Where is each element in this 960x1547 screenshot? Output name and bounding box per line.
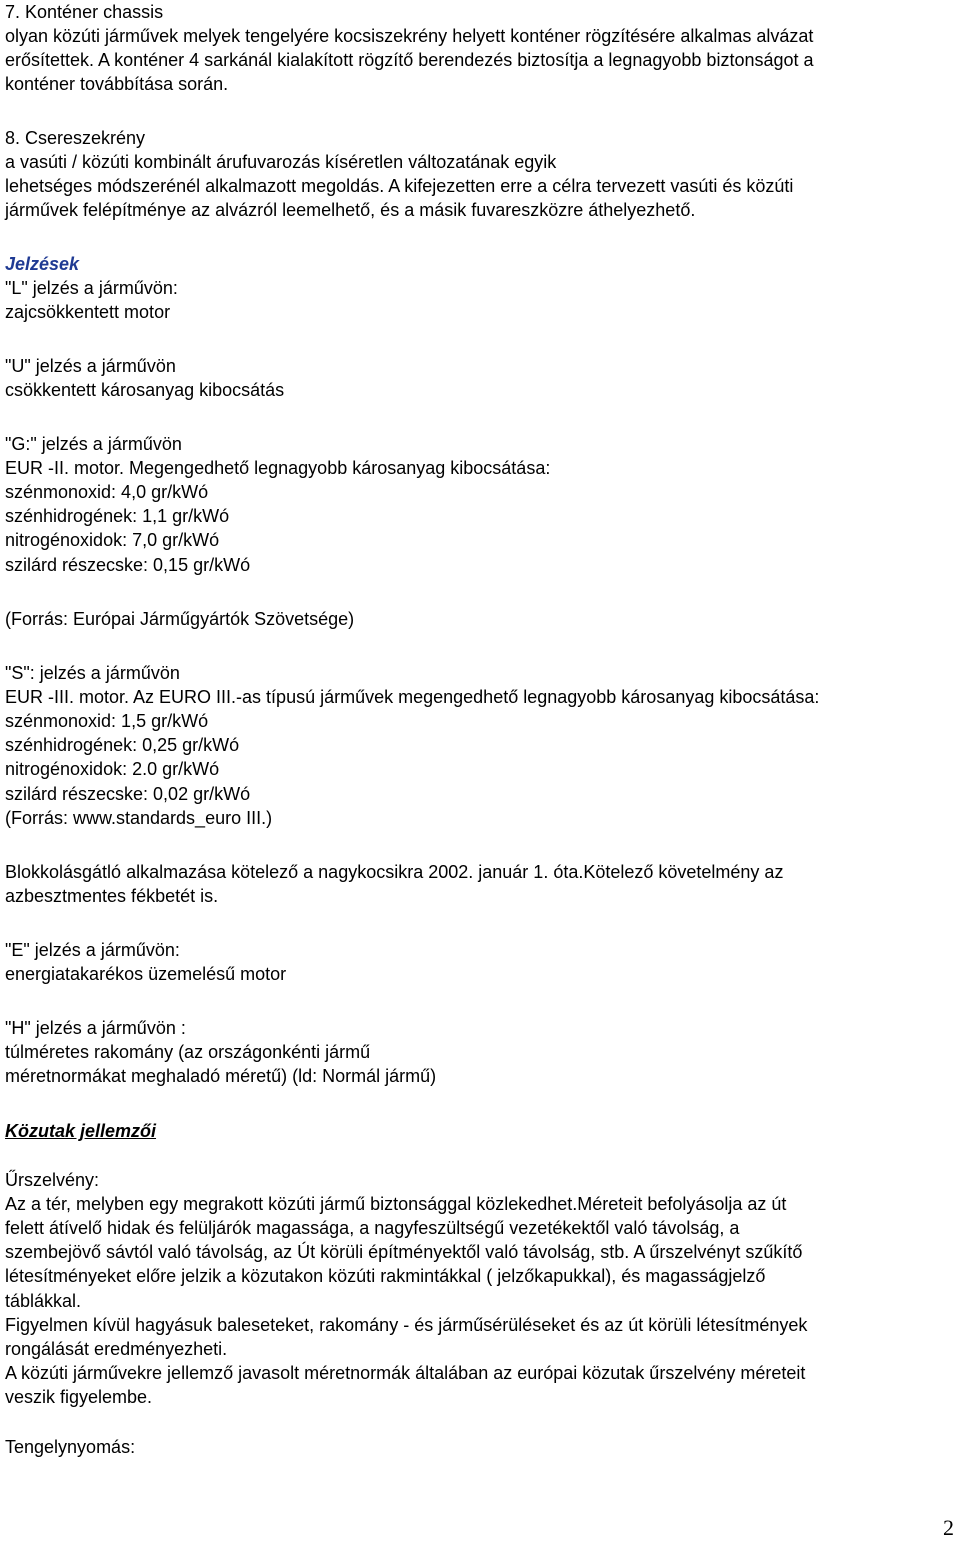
section-heading: 7. Konténer chassis — [5, 2, 164, 22]
text-line: szilárd részecske: 0,15 gr/kWó — [5, 555, 251, 575]
text-line: Az a tér, melyben egy megrakott közúti jármű biztonsággal közlekedhet.Méreteit befolyásolja az út — [5, 1194, 787, 1214]
section-heading-jelzesek: Jelzések — [5, 254, 80, 274]
text-line: nitrogénoxidok: 2.0 gr/kWó — [5, 759, 220, 779]
text-line: méretnormákat meghaladó méretű) (ld: Normál jármű) — [5, 1066, 437, 1086]
text-line: Űrszelvény: — [5, 1170, 100, 1190]
text-line: szembejövő sávtól való távolság, az Út körüli építményektől való távolság, stb. A űrszelvényt szűkítő — [5, 1242, 803, 1262]
text-line: felett átívelő hidak és felüljárók magassága, a nagyfeszültségű vezetékektől való távolság, a — [5, 1218, 740, 1238]
text-line: EUR -III. motor. Az EURO III.-as típusú járművek megengedhető legnagyobb károsanyag kibocsátása: — [5, 687, 820, 707]
text-line: konténer továbbítása során. — [5, 74, 229, 94]
text-line: szénhidrogének: 0,25 gr/kWó — [5, 735, 240, 755]
text-line: azbesztmentes fékbetét is. — [5, 886, 219, 906]
text-line: létesítményeket előre jelzik a közutakon közúti rakmintákkal ( jelzőkapukkal), és magasságjelző — [5, 1266, 766, 1286]
text-line: táblákkal. — [5, 1291, 82, 1311]
text-line: Tengelynyomás: — [5, 1437, 136, 1457]
text-line: (Forrás: Európai Járműgyártók Szövetsége) — [5, 609, 355, 629]
text-line: Figyelmen kívül hagyásuk baleseteket, rakomány - és járműsérüléseket és az út körüli létesítmények — [5, 1315, 808, 1335]
section-heading: 8. Csereszekrény — [5, 128, 146, 148]
text-line: A közúti járművekre jellemző javasolt méretnormák általában az európai közutak űrszelvény méreteit — [5, 1363, 806, 1383]
page-number: 2 — [943, 1515, 954, 1540]
text-line: csökkentett károsanyag kibocsátás — [5, 380, 285, 400]
text-line: szilárd részecske: 0,02 gr/kWó — [5, 784, 251, 804]
text-line: veszik figyelembe. — [5, 1387, 153, 1407]
text-line: járművek felépítménye az alvázról leemelhető, és a másik fuvareszközre áthelyezhető. — [5, 200, 696, 220]
text-line: szénmonoxid: 4,0 gr/kWó — [5, 482, 209, 502]
text-line: a vasúti / közúti kombinált árufuvarozás kíséretlen változatának egyik — [5, 152, 557, 172]
text-line: erősítettek. A konténer 4 sarkánál kialakított rögzítő berendezés biztosítja a legnagyobb biztonságot a — [5, 50, 814, 70]
text-line: "L" jelzés a járművön: — [5, 278, 178, 298]
section-heading-kozutak: Közutak jellemzői — [5, 1121, 157, 1141]
text-line: "S": jelzés a járművön — [5, 663, 180, 683]
text-line: szénmonoxid: 1,5 gr/kWó — [5, 711, 209, 731]
text-line: rongálását eredményezheti. — [5, 1339, 228, 1359]
text-line: "U" jelzés a járművön — [5, 356, 176, 376]
text-line: lehetséges módszerénél alkalmazott megoldás. A kifejezetten erre a célra tervezett vasúti és közúti — [5, 176, 794, 196]
text-line: zajcsökkentett motor — [5, 302, 171, 322]
text-line: Blokkolásgátló alkalmazása kötelező a nagykocsikra 2002. január 1. óta.Kötelező követelmény az — [5, 862, 784, 882]
text-line: EUR -II. motor. Megengedhető legnagyobb károsanyag kibocsátása: — [5, 458, 551, 478]
text-line: túlméretes rakomány (az országonkénti jármű — [5, 1042, 371, 1062]
text-line: "H" jelzés a járművön : — [5, 1018, 186, 1038]
text-line: "G:" jelzés a járművön — [5, 434, 182, 454]
text-line: nitrogénoxidok: 7,0 gr/kWó — [5, 530, 220, 550]
text-line: energiatakarékos üzemelésű motor — [5, 964, 287, 984]
text-line: (Forrás: www.standards_euro III.) — [5, 808, 273, 828]
text-line: "E" jelzés a járművön: — [5, 940, 180, 960]
text-line: olyan közúti járművek melyek tengelyére kocsiszekrény helyett konténer rögzítésére alkalmas alvázat — [5, 26, 814, 46]
text-line: szénhidrogének: 1,1 gr/kWó — [5, 506, 230, 526]
